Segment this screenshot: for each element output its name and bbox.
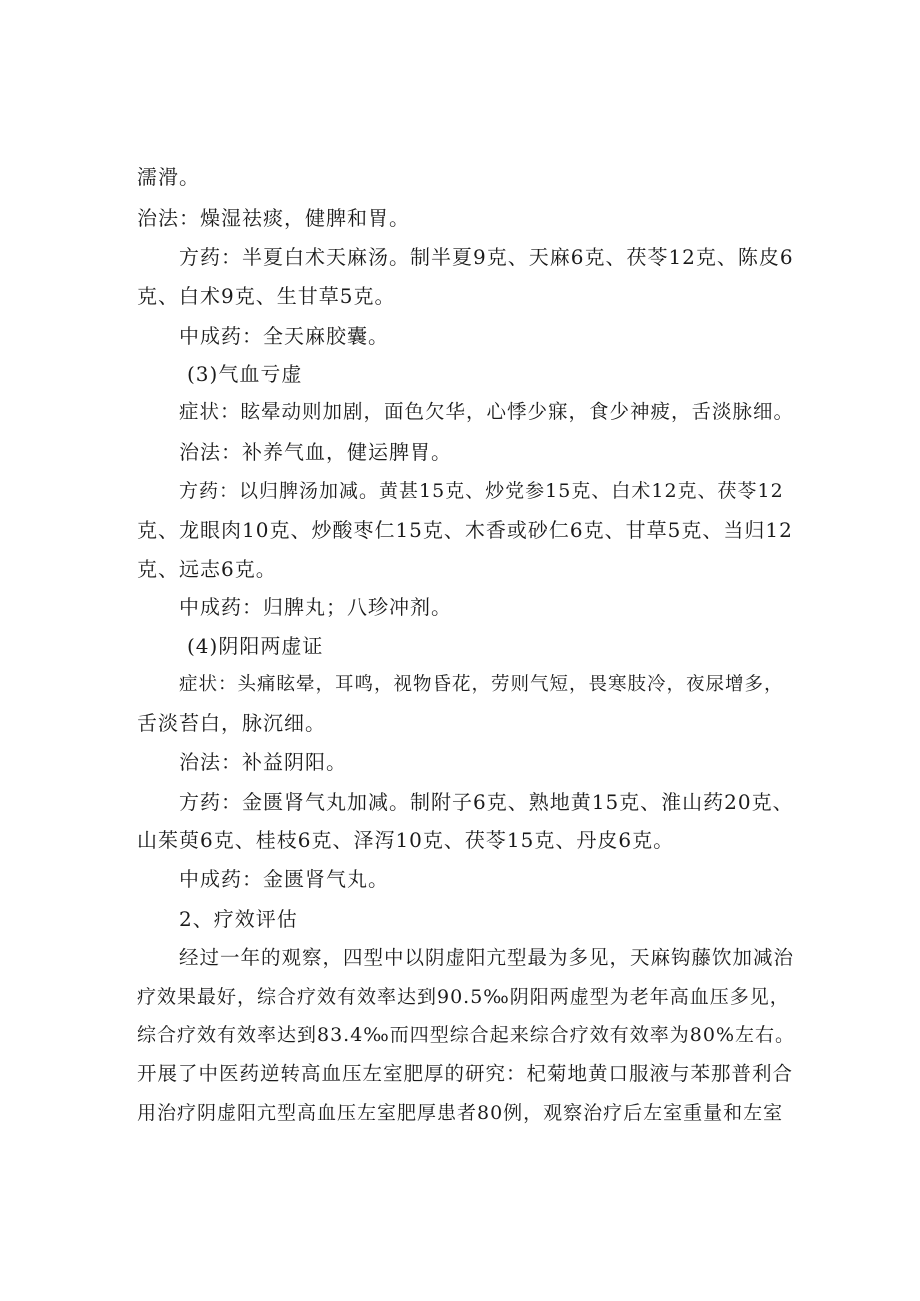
text-line: 克、龙眼肉10克、炒酸枣仁15克、木香或砂仁6克、甘草5克、当归12 <box>137 518 793 542</box>
text-line: 中成药：归脾丸；八珍冲剂。 <box>179 595 452 619</box>
text-line: 疗效果最好，综合疗效有效率达到90.5‰阴阳两虚型为老年高血压多见， <box>137 986 790 1008</box>
text-line: 中成药：金匮肾气丸。 <box>179 867 389 891</box>
text-line: 方药：金匮肾气丸加减。制附子6克、熟地黄15克、淮山药20克、 <box>179 790 794 814</box>
text-line: 克、白术9克、生甘草5克。 <box>137 284 396 308</box>
text-line: 用治疗阴虚阳亢型高血压左室肥厚患者80例，观察治疗后左室重量和左室 <box>137 1102 784 1124</box>
text-line: 克、远志6克。 <box>137 557 277 581</box>
text-line: 开展了中医药逆转高血压左室肥厚的研究：杞菊地黄口服液与苯那普利合 <box>137 1062 794 1085</box>
text-line: 山茱萸6克、桂枝6克、泽泻10克、茯苓15克、丹皮6克。 <box>137 828 675 852</box>
text-line: 治法：燥湿祛痰，健脾和胃。 <box>137 206 410 230</box>
text-line: 经过一年的观察，四型中以阴虚阳亢型最为多见，天麻钩藤饮加减治 <box>179 946 795 969</box>
text-line: 舌淡苔白，脉沉细。 <box>137 711 326 735</box>
text-line: 症状：眩晕动则加剧，面色欠华，心悸少寐，食少神疲，舌淡脉细。 <box>179 400 795 423</box>
section-heading: (4)阴阳两虚证 <box>187 634 324 658</box>
text-line: 治法：补养气血，健运脾胃。 <box>179 440 452 464</box>
text-line: 方药：以归脾汤加减。黄甚15克、炒党参15克、白术12克、茯苓12 <box>179 480 784 502</box>
text-line: 治法：补益阴阳。 <box>179 750 347 774</box>
text-line: 中成药：全天麻胶囊。 <box>179 324 389 348</box>
text-line: 综合疗效有效率达到83.4‰而四型综合起来综合疗效有效率为80%左右。 <box>137 1024 796 1046</box>
text-line: 症状：头痛眩晕，耳鸣，视物昏花，劳则气短，畏寒肢冷，夜尿增多， <box>179 674 784 695</box>
text-line: 濡滑。 <box>137 165 200 189</box>
section-heading: (3)气血亏虚 <box>187 362 303 386</box>
section-heading: 2、疗效评估 <box>179 907 298 931</box>
text-line: 方药：半夏白术天麻汤。制半夏9克、天麻6克、茯苓12克、陈皮6 <box>179 245 794 269</box>
